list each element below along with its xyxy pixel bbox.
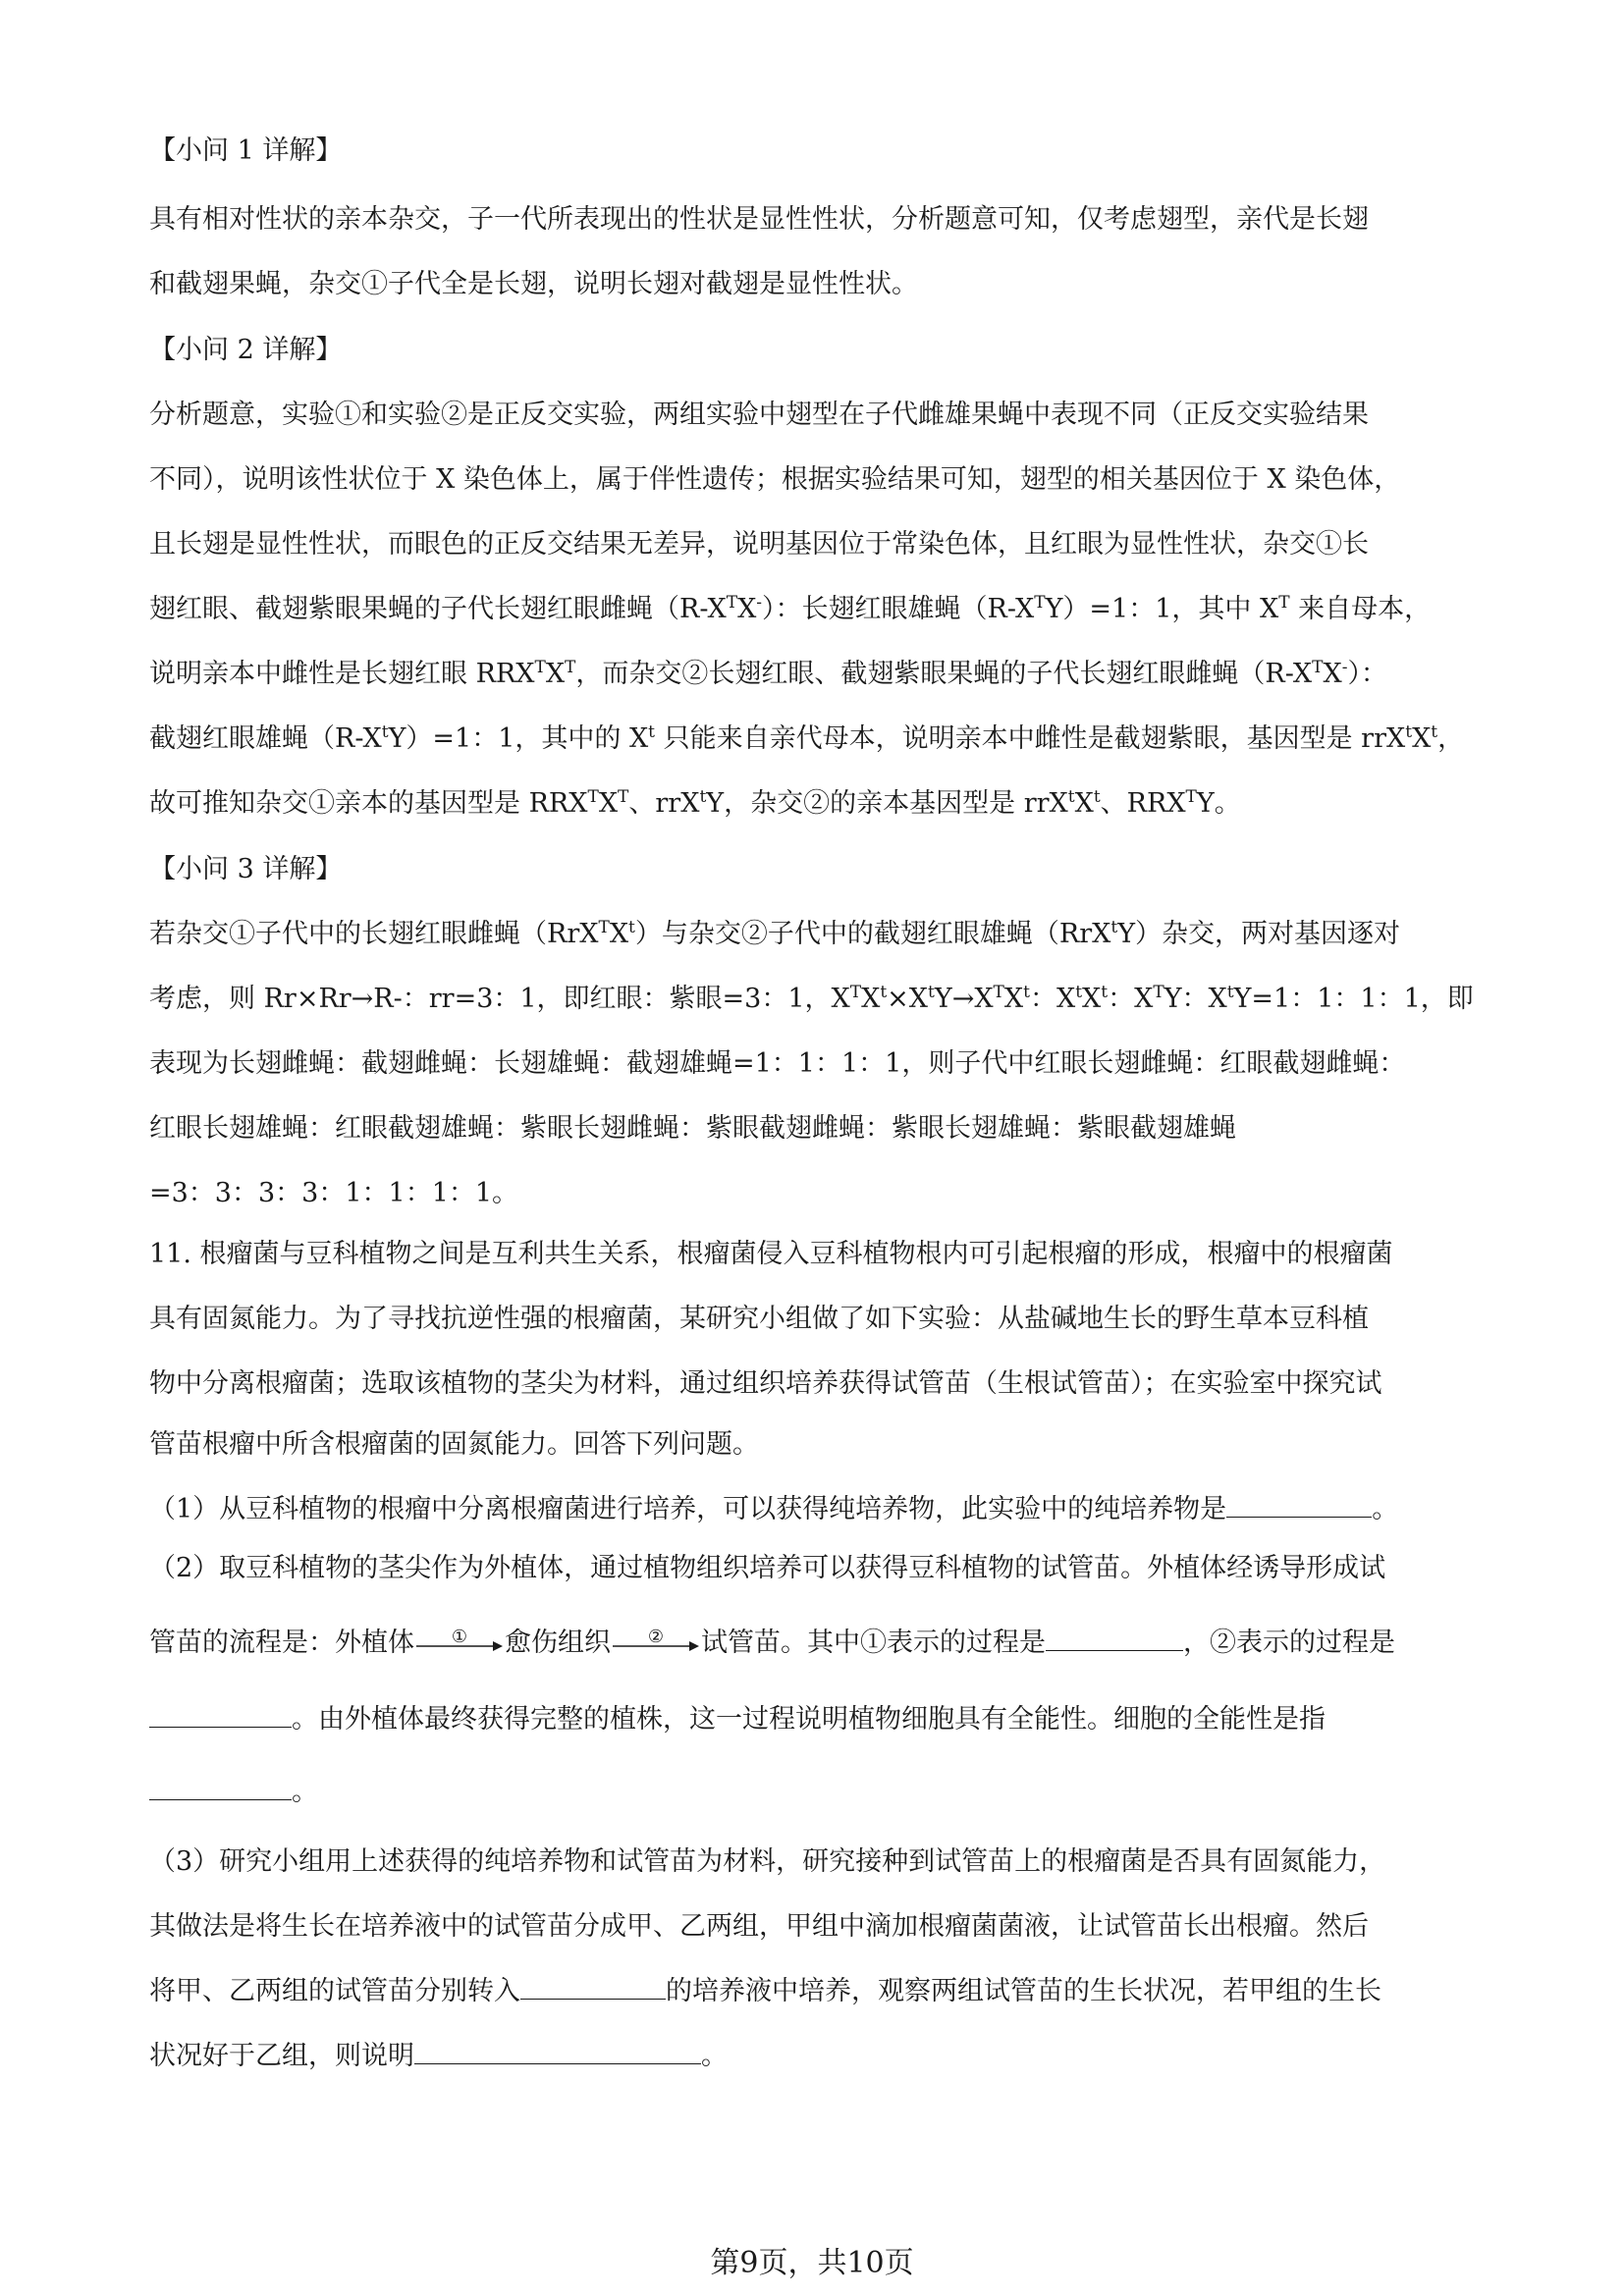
superscript: T (1034, 593, 1046, 613)
superscript: t (648, 722, 656, 742)
text: 。由外植体最终获得完整的植株，这一过程说明植物细胞具有全能性。细胞的全能性是指 (292, 1704, 1326, 1735)
q3-line-2 (149, 980, 1485, 1019)
arrow-label: ② (647, 1626, 665, 1647)
text: Y）=1：1，其中 X (1045, 594, 1279, 624)
text: 来自母本， (1289, 594, 1432, 624)
superscript: t (381, 722, 389, 742)
page-footer: 第9页，共10页 (710, 2246, 914, 2280)
text: X (1074, 788, 1094, 819)
text: ：X (1029, 984, 1076, 1014)
arrow-icon (611, 1639, 701, 1653)
superscript: t (699, 787, 707, 807)
q11-part-3-line-2: 其做法是将生长在培养液中的试管苗分成甲、乙两组，甲组中滴加根瘤菌菌液，让试管苗长出根瘤。然后 (149, 1911, 1369, 1942)
text: 翅红眼、截翅紫眼果蝇的子代长翅红眼雌蝇（R-X (149, 594, 727, 624)
q2-line-1: 分析题意，实验①和实验②是正反交实验，两组实验中翅型在子代雌雄果蝇中表现不同（正反交实验结果 (149, 400, 1369, 430)
text: Y，杂交②的亲本基因型是 rrX (706, 788, 1068, 819)
text: Y）杂交，两对基因逐对 (1117, 919, 1401, 949)
q1-line-2: 和截翅果蝇，杂交①子代全是长翅，说明长翅对截翅是显性性状。 (149, 269, 918, 299)
process-arrow-2 (611, 1626, 701, 1659)
q11-part-3-line-1: （3）研究小组用上述获得的纯培养物和试管苗为材料，研究接种到试管苗上的根瘤菌是否具有固氮能力， (149, 1846, 1386, 1877)
superscript: T (1153, 983, 1164, 1002)
q1-heading: 【小问 1 详解】 (149, 135, 343, 166)
text: X (609, 919, 629, 949)
text: 状况好于乙组，则说明 (149, 2041, 414, 2071)
superscript: t (1405, 722, 1413, 742)
superscript: t (1101, 983, 1109, 1002)
text: 。 (1372, 1494, 1399, 1524)
text: ，②表示的过程是 (1183, 1628, 1395, 1658)
superscript: - (1341, 658, 1348, 677)
q11-stem-line-2: 具有固氮能力。为了寻找抗逆性强的根瘤菌，某研究小组做了如下实验：从盐碱地生长的野生草本豆科植 (149, 1304, 1369, 1334)
arrow-icon (414, 1639, 505, 1653)
q11-stem-line-4: 管苗根瘤中所含根瘤菌的固氮能力。回答下列问题。 (149, 1429, 759, 1460)
q1-line-1: 具有相对性状的亲本杂交，子一代所表现出的性状是显性性状，分析题意可知，仅考虑翅型，亲代是长翅 (149, 204, 1369, 235)
superscript: t (1110, 918, 1118, 937)
text: 说明亲本中雌性是长翅红眼 RRX (149, 659, 535, 689)
text: 。 (701, 2041, 728, 2071)
superscript: T (726, 593, 738, 613)
text: X (1412, 723, 1432, 754)
superscript: t (1023, 983, 1030, 1002)
text: 试管苗。其中①表示的过程是 (701, 1628, 1046, 1658)
q3-heading: 【小问 3 详解】 (149, 854, 343, 884)
text: ）： (1347, 659, 1387, 689)
q11-part-2-line-2 (149, 1624, 1485, 1663)
text: ×X (887, 984, 929, 1014)
q11-stem-line-3: 物中分离根瘤菌；选取该植物的茎尖为材料，通过组织培养获得试管苗（生根试管苗）；在实验室中探究试 (149, 1368, 1382, 1399)
text: 。 (292, 1777, 318, 1807)
text: （1）从豆科植物的根瘤中分离根瘤菌进行培养，可以获得纯培养物，此实验中的纯培养物是 (149, 1494, 1227, 1524)
text: Y→X (934, 984, 994, 1014)
superscript: t (1093, 787, 1101, 807)
text: ）：长翅红眼雄蝇（R-X (762, 594, 1035, 624)
text: Y。 (1196, 788, 1241, 819)
text: 考虑，则 Rr×Rr→R-：rr=3：1，即红眼：紫眼=3：1，X (149, 984, 850, 1014)
q3-line-3: 表现为长翅雌蝇：截翅雌蝇：长翅雄蝇：截翅雄蝇=1：1：1：1，则子代中红眼长翅雌蝇：红眼截翅雌蝇： (149, 1048, 1406, 1079)
text: Y：X (1164, 984, 1227, 1014)
superscript: t (1067, 787, 1075, 807)
q2-line-3: 且长翅是显性性状，而眼色的正反交结果无差异，说明基因位于常染色体，且红眼为显性性状，杂交①长 (149, 529, 1369, 560)
text: Y）=1：1，其中的 X (388, 723, 649, 754)
q3-line-1 (149, 915, 1485, 954)
text: X (861, 984, 881, 1014)
superscript: t (628, 918, 635, 937)
q11-part-2-line-1: （2）取豆科植物的茎尖作为外植体，通过植物组织培养可以获得豆科植物的试管苗。外植体经诱导形成试 (149, 1553, 1386, 1583)
text: 截翅红眼雄蝇（R-X (149, 723, 382, 754)
answer-blank[interactable] (1226, 1491, 1372, 1518)
q2-heading: 【小问 2 详解】 (149, 335, 343, 365)
answer-blank[interactable] (520, 1973, 666, 2000)
text: X (545, 659, 566, 689)
text: X (737, 594, 757, 624)
text: ：X (1108, 984, 1154, 1014)
text: 若杂交①子代中的长翅红眼雌蝇（RrX (149, 919, 599, 949)
text: ）与杂交②子代中的截翅红眼雄蝇（RrX (634, 919, 1111, 949)
superscript: T (849, 983, 862, 1002)
text: X (1082, 984, 1102, 1014)
superscript: T (1312, 658, 1324, 677)
q11-part-2-line-4 (149, 1773, 1485, 1812)
superscript: T (565, 658, 576, 677)
q2-line-7 (149, 784, 1485, 824)
superscript: t (1226, 983, 1234, 1002)
text: 的培养液中培养，观察两组试管苗的生长状况，若甲组的生长 (666, 1976, 1381, 2006)
superscript: t (1431, 722, 1438, 742)
text: 故可推知杂交①亲本的基因型是 RRX (149, 788, 588, 819)
text: X (598, 788, 619, 819)
arrow-label: ① (451, 1626, 468, 1647)
q2-line-2: 不同），说明该性状位于 X 染色体上，属于伴性遗传；根据实验结果可知，翅型的相关基因位于 X 染色体， (149, 464, 1401, 495)
text: 、RRX (1100, 788, 1186, 819)
text: X (1323, 659, 1342, 689)
q2-line-4 (149, 590, 1485, 629)
q11-part-2-line-3 (149, 1700, 1485, 1739)
answer-blank[interactable] (1046, 1625, 1183, 1651)
q11-stem-line-1: 11. 根瘤菌与豆科植物之间是互利共生关系，根瘤菌侵入豆科植物根内可引起根瘤的形成，根瘤中的根瘤菌 (149, 1239, 1393, 1269)
superscript: - (756, 593, 763, 613)
q3-line-4: 红眼长翅雄蝇：红眼截翅雄蝇：紫眼长翅雌蝇：紫眼截翅雌蝇：紫眼长翅雄蝇：紫眼截翅雄蝇 (149, 1113, 1236, 1144)
text: 管苗的流程是：外植体 (149, 1628, 414, 1658)
q3-line-5: =3：3：3：3：1：1：1：1。 (149, 1178, 519, 1208)
answer-blank[interactable] (414, 2038, 701, 2064)
superscript: t (928, 983, 935, 1002)
superscript: T (993, 983, 1004, 1002)
text: 愈伤组织 (505, 1628, 611, 1658)
text: ， (1437, 723, 1465, 754)
superscript: T (534, 658, 546, 677)
text: X (1003, 984, 1024, 1014)
answer-blank[interactable] (149, 1701, 292, 1728)
text: 将甲、乙两组的试管苗分别转入 (149, 1976, 520, 2006)
q11-part-3-line-4 (149, 2037, 1485, 2076)
text: ，而杂交②长翅红眼、截翅紫眼果蝇的子代长翅红眼雌蝇（R-X (575, 659, 1313, 689)
process-arrow-1 (414, 1626, 505, 1659)
q11-part-3-line-3 (149, 1972, 1485, 2011)
superscript: T (598, 918, 610, 937)
q2-line-6 (149, 720, 1485, 759)
q2-line-5 (149, 655, 1485, 694)
text: 、rrX (628, 788, 700, 819)
text: 只能来自亲代母本，说明亲本中雌性是截翅紫眼，基因型是 rrX (655, 723, 1406, 754)
superscript: t (880, 983, 888, 1002)
superscript: T (1278, 593, 1290, 613)
superscript: T (618, 787, 629, 807)
q11-part-1 (149, 1490, 1485, 1529)
answer-blank[interactable] (149, 1774, 292, 1800)
superscript: T (587, 787, 599, 807)
superscript: t (1075, 983, 1083, 1002)
text: Y=1：1：1：1，即 (1233, 984, 1474, 1014)
superscript: T (1185, 787, 1197, 807)
